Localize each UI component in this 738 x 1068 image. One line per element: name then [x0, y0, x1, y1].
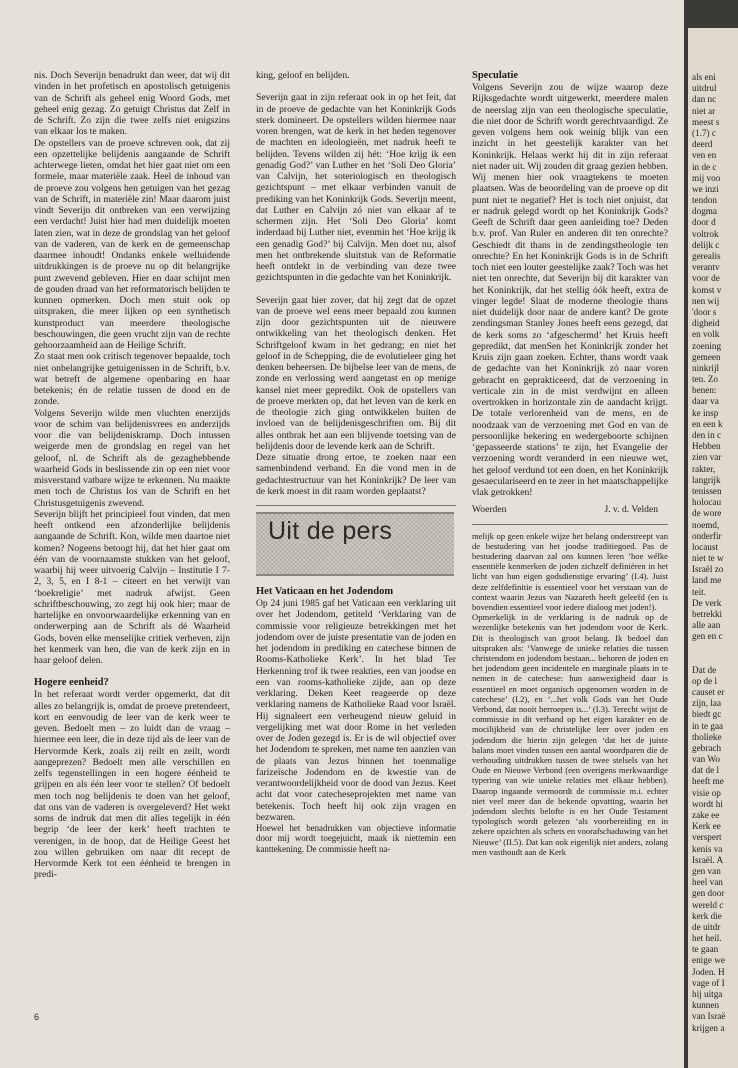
right-page-line: vage of I [692, 977, 725, 988]
right-page-line: van Israë [692, 1011, 726, 1022]
right-page-line: land me [692, 575, 722, 586]
right-page-line: van Wo [692, 754, 720, 765]
right-page-line: de uitdr [692, 921, 721, 932]
right-page-line: meest s [692, 116, 720, 127]
right-page-line: tendon [692, 195, 718, 206]
right-page-line: zijn, laa [692, 698, 722, 709]
right-page-line: niet te w [692, 553, 724, 564]
divider [472, 524, 668, 525]
right-page-line: dogma [692, 206, 718, 217]
right-page-line: heeft me [692, 776, 724, 787]
right-page-line: zoening [692, 340, 722, 351]
right-page-fragment [688, 28, 738, 1068]
right-page-line: delijk c [692, 239, 720, 250]
right-page-line: De verk [692, 597, 722, 608]
right-page-column [692, 72, 738, 1034]
paragraph: king, geloof en belijden. [256, 70, 350, 81]
paragraph: Deze situatie drong ertoe, te zoeken naar een samenbindend verband. En die vond men in de gedachtestructuur van het Koninkrijk? De leer van de kerk moest in dit raam worden geplaatst? [256, 452, 456, 497]
right-page-line: en volk [692, 329, 720, 340]
right-page-line: mij voo [692, 172, 721, 183]
right-page-line: gebrach [692, 742, 722, 753]
right-page-line: gerealis [692, 251, 721, 261]
right-page-line: deerd [692, 139, 713, 150]
paragraph: nis. Doch Severijn benadrukt dan weer, dat wij dit vinden in het profetisch en apostolisch getuigenis van de Schrift als geheel enig Woord Gods, met geheel enig gezag. Zo getuigt Christus dat Zelf in de Schrift. Zo zijn die twee zelfs niet enigszins van elkaar los te maken. [34, 70, 230, 138]
right-page-line: uitdrul [692, 83, 717, 94]
right-page-line: voltrok [692, 228, 719, 239]
paragraph: In het referaat wordt verder opgemerkt, dat dit alles zo belangrijk is, omdat de proeve pretendeert, kort en eenvoudig de leer van de kerk weer te geven. Bedoelt men – zo luidt dan de vraag – hiermee een leer, die in deze tijd als de leer van de Hervormde Kerk, zoals zij reilt en zeilt, wordt aangeprezen? Bedoelt men alle verschillen en zelfs tegenstellingen in een hogere éénheid te grijpen en als één leer voor te stellen? Of bedoelt men toch nog belijdenis te doen van het geloof, dat ons van de vaderen is overgeleverd? Het wekt soms de indruk dat men dit alles tegelijk in één begrip ‘de leer der kerk’ heeft trachten te verenigen, in de hoop, dat de Heilige Geest het zou willen gebruiken om naar dit recept de Hervormde Kerk tot een éénheid te brengen in predi- [34, 689, 230, 881]
right-page-line: ten. Zo [692, 374, 719, 385]
right-page-line: ke insp [692, 407, 719, 418]
right-page-line: dat de l [692, 765, 720, 776]
right-page-line: door d [692, 217, 716, 228]
right-page-line: de wore [692, 508, 722, 519]
right-page-line: we inzi [692, 183, 719, 194]
right-page-line: hij uitga [692, 989, 723, 999]
right-page-line: krijgen a [692, 1022, 725, 1033]
right-page-line: digheid [692, 318, 720, 329]
paragraph: Hoewel het benadrukken van objectieve informatie door mij wordt toegejuicht, maak ik niettemin een kanttekening. De commissie heeft na- [256, 823, 456, 854]
paragraph: Opmerkelijk in de verklaring is de nadruk op de wezenlijke betekenis van het jodendom voor de Kerk. Dit is theologisch van groot belang. Ik bedoel dan uitspraken als: ‘Vanwege de unieke relaties die tussen christendom en jodendom bestaan... behoren de joden en het jodendom geen incidentele en marginale plaats in te nemen in de catechese: hun aanwezigheid daar is essentieel en moet organisch opgenomen worden in de catechese’ (I.2), en ‘...het volk Gods van het Oude Verbond, dat nooit herroepen is...’ (I.3). Terecht wijst de commissie in dit verband op het eigen karakter en de mocilijkheid van de christelijke leer over joden en jodendom die hierin zijn gelegen ‘dat het de juiste balans moet vinden tussen een aantal woordparen die de verhouding uitdrukken tussen de twee stelsels van het Oude en Nieuwe Verbond (een overigens merkwaardige typering van wie unieke relaties met elkaar hebben). Daarop ingaande vermoordt de commissie m.i. echter niet veel meer dan de bekende opvatting, waarin het jodendom slechts belofte is en het Oude Testament typologisch wordt gelezen ‘als voorbereiding en in zekere opzichten als schets en voorafschaduwing van het Nieuwe’ (II.5). Dat kan ook eigenlijk niet anders, zolang men vasthoudt aan de Kerk [472, 612, 668, 857]
paragraph: Severijn gaat in zijn referaat ook in op het feit, dat in de proeve de gedachte van het Koninkrijk Gods sterk domineert. De opstellers wilden hiermee naar voren brengen, wat de kerk in het heden tegenover de machten en ideologieën, met nadruk heeft te belijden. Tevens wilden zij hét: ‘Hoe krijg ik een genadig God?’ van Luther en het ‘Soli Deo Gloria’ van Calvijn, het soteriologisch en theologisch gezichtspunt – met elkaar verbinden vanuit de prediking van het Koninkrijk Gods. Severijn meent, dat Luther en Calvijn zó niet van elkaar af te schermen zijn. Het ‘Soli Deo Gloria’ komt inderdaad bij Luther niet, evenmin het ‘Hoe krijg ik een genadig God?’ bij Calvijn. Men doet nu, alsof men het ontbrekende sluitstuk van de Reformatie heeft ontdekt in de verbinding van deze twee gezichtspunten in die gedachte van het Koninkrijk. [256, 92, 456, 284]
right-page-line: visie op [692, 787, 721, 798]
right-page-line: gen en c [692, 631, 723, 642]
right-page-line: noemd, [692, 519, 720, 530]
right-page-line: het heil. [692, 933, 722, 944]
right-page-line: niet ar [692, 105, 716, 116]
right-page-line: onderfir [692, 530, 722, 541]
right-page-line: holocau [692, 497, 722, 508]
right-page-line: alle aan [692, 620, 721, 631]
right-page-line: rakter, [692, 463, 716, 474]
paragraph: melijk op geen enkele wijze het belang onderstreept van de bestudering van het joodse traditiegoed. Pas de bestudering daarvan zal ons kunnen leren ‘hoe wélke essentiële kenmerken de joden zichzelf definiëren in het licht van hun eigen godsdienstige ervaring’ (I.4). Juist deze zelfdefinitie is essentieel voor het verstaan van de context waarin Jezus van Nazareth heeft geleefd (en is bovendien essentieel voor iedere dialoog met joden!). [472, 530, 668, 612]
paragraph: Op 24 juni 1985 gaf het Vaticaan een verklaring uit over het Jodendom, getiteld ‘Verklaring van de commissie voor religieuze betrekkingen met het jodendom over de juiste presentatie van de joden en het jodendom in prediking en catechese binnen de Rooms-Katholieke Kerk’. In het blad Ter Herkenning trof ik twee reakties, een van joodse en een van rooms-katholieke zijde, aan op deze verklaring. Deken Keet reageerde op deze verklaring namens de Katholieke Raad voor Israël. Hij signaleert een verheugend nieuw geluid in vergelijking met wat door Rome in het verleden over de Joden gezegd is. Er is de wil objectief over het Jodendom te spreken, met name ten aanzien van de plaats van Jezus binnen het toenmalige farizeïsche Jodendom en de kwestie van de verantwoordelijkheid voor de dood van Jezus. Keet acht dat voor catecheseprojekten met name van betekenis. Toch heeft hij ook zijn vragen en bezwaren. [256, 598, 456, 823]
right-page-line: causet er [692, 686, 725, 697]
right-page-line: gen van [692, 865, 721, 876]
signature [472, 504, 668, 515]
right-page-line: tenissen [692, 485, 722, 496]
right-page-line: Kerk ee [692, 821, 721, 832]
right-page-line: verantv [692, 262, 720, 273]
right-page-line: Joden. H [692, 966, 725, 977]
right-page-line: wereld c [692, 899, 724, 910]
right-page-line: Israël. A [692, 854, 724, 865]
right-page-line: verspert [692, 832, 722, 843]
right-page-line: zake ee [692, 810, 720, 820]
right-page-line: komst v [692, 284, 722, 295]
right-page-line: Hebben [692, 441, 721, 452]
right-page-line: kerk die [692, 910, 722, 921]
right-page-line: kunnen [692, 1000, 720, 1011]
right-page-line [692, 643, 738, 665]
signature-place: Woerden [472, 504, 507, 516]
article-title: Het Vaticaan en het Jodendom [256, 586, 394, 597]
right-page-line: te gaan [692, 944, 719, 955]
right-page-line: op de l [692, 675, 718, 686]
right-page-line: biedt gc [692, 709, 722, 720]
subheading-speculatie: Speculatie [472, 70, 519, 81]
right-page-line: langrijk [692, 474, 721, 485]
right-page-line: in te gaa [692, 720, 724, 731]
subheading-hogere-eenheid: Hogere eenheid? [34, 677, 109, 689]
right-page-line: betrekki [692, 609, 723, 619]
right-page-line: kenis va [692, 843, 723, 854]
right-page-line: tholieke [692, 731, 722, 742]
right-page-line: zien var [692, 452, 722, 463]
signature-author: J. v. d. Velden [604, 504, 658, 516]
right-page-line: in de c [692, 161, 717, 172]
paragraph: Volgens Severijn zou de wijze waarop deze Rijksgedachte wordt uitgewerkt, meerdere malen de neerslag zijn van een theologische speculatie, die niet door de Schrift wordt gerechtvaardigd. Ze geven volgens hem ook weinig blijk van een inzicht in het geestelijk karakter van het Koninkrijk. Helaas werkt hij dit in zijn referaat niet nader uit. Wij zouden dit graag gezien hebben. Wij menen hier ook vraagtekens te moeten plaatsen. Was de beoordeling van de proeve op dit punt niet te negatief? Het is toch niet onjuist, dat er nadruk gelegd wordt op het Koninkrijk Gods? Geeft de Schrift daar geen aanleiding toe? Deden b.v. prof. Van Ruler en anderen dit ten onrechte? Geschiedt dit thans in de zendingstheologie ten onrechte? En het Koninkrijk Gods is in de Schrift toch niet een louter geestelijke zaak? Toch was het niet ten onrechte, dat Severijn bij dit karakter van het Koninkrijk, dat het stellig óók heeft, extra de vinger legde! Slaat de moderne theologie thans niet duidelijk door naar de andere kant? De grote zendingsman Stanley Jones heeft eens gezegd, dat de kerk soms zo ‘afgeschermd’ het Kruis heeft gepredikt, dat menSen het Koninkrijk zonder het Kruis zijn gaan zoeken. Echter, thans wordt vaak de gedachte van het Koninkrijk zó naar voren gebracht en geprakticeerd, dat de verzoening in verticale zin in de mist verdwijnt en alleen overtrokken in horizontale zin de aandacht krijgt. De totale verlorenheid van de mens, en de noodzaak van de verzoening met God en van de persoonlijke bekering en wedergeboorte schijnen ‘gepasseerde stations’ te zijn, het Evangelie der verzoening wordt veranderd in een nieuwe wet, het geloof verdund tot een doen, en het Koninkrijk gesaeculariseerd en te zeer in het maatschappelijke vlak getrokken! [472, 82, 668, 498]
right-page-line: enige we [692, 955, 725, 966]
right-page-line: Dat de [692, 664, 717, 675]
page-number: 6 [34, 1012, 40, 1022]
right-page-line: (1.7) c [692, 127, 716, 138]
right-page-line: daar va [692, 396, 719, 407]
right-page-line: wordt hi [692, 798, 723, 809]
divider [256, 505, 456, 506]
right-page-line: 'door s [692, 306, 717, 317]
column-3 [472, 70, 668, 857]
right-page-line: locaust [692, 541, 719, 552]
paragraph: Zo staat men ook critisch tegenover bepaalde, toch niet onbelangrijke getuigenissen in de Schrift, b.v. wat betreft de algemene openbaring en haar betekenis; én de relatie tussen de dood en de zonde. [34, 351, 230, 408]
right-page-line: ven en [692, 150, 717, 161]
paragraph: Volgens Severijn wilde men vluchten enerzijds voor de schim van belijdenisvrees en anderzijds voor die van belijdeniskramp. Doch intussen weigerde men de grondslag en regel van het geloof, nl. de Schrift als de gezaghebbende waarheid Gods in beslissende zin op een niet voor misverstand vatbare wijze te erkennen. Nu maakte men toch de Christus los van de Schrift en het Christusgetuigenis zwevend. [34, 407, 230, 509]
section-title: Uit de pers [268, 517, 393, 545]
right-page-line: heel van [692, 877, 723, 888]
paragraph: Severijn gaat hier zover, dat hij zegt dat de opzet van de proeve wel eens meer bepaald zou kunnen zijn door gezichtspunten uit de nieuwere ontwikkeling van het theologisch denken. Het Schriftgeloof kwam in het gedrang; en niet het geloof in de Schepping, die de evolutieleer ging het denken beheersen. De bijbelse leer van de mens, de zonde en verlossing werd aangetast en op menige kansel niet meer gepredikt. Ook de opstellers van de proeve merkten op, dat het leven van de kerk en de theologie zich ging ontwikkelen buiten de invloed van de belijdenisgeschriften om. Bij dit alles ontbrak het aan een blijvende toetsing van de belijdenis door de levende kerk aan de Schrift. [256, 294, 456, 452]
right-page-line: gemeen [692, 351, 721, 362]
right-page-line: Israël zo [692, 564, 724, 575]
right-page-line: nen wij [692, 295, 720, 306]
right-page-line: als eni [692, 72, 716, 82]
paragraph: Severijn blijft het principieel fout vinden, dat men heeft ontkend een afzonderlijke belijdenis aangaande de Schrift. Kon, wilde men daartoe niet komen? Nogeens betoogt hij, dat het hier gaat om één van de voornaamste stukken van het geloof, waarbij hij weer uitvoerig Calvijn – Institutie I 7-2, 3, 5, en I 8-1 – citeert en het verwijt van ‘boekreligie’ met nadruk afwijst. Geen schriftbeschouwing, zo zegt hij ook hier; maar de hartelijke en onvoorwaardelijke erkenning van en onderwerping aan de Schrift als dé Waarheid Gods, boven elke menselijke critiek verheven, zijn het kenmerk van hen, die van de kerk zijn en in haar geloof delen. [34, 508, 230, 666]
right-page-line: voor de [692, 273, 720, 284]
right-page-line: dan nc [692, 94, 717, 105]
right-page-line: gen door [692, 888, 725, 899]
right-page-line: en een k [692, 418, 723, 429]
right-page-line: benen: [692, 385, 717, 396]
right-page-line: teit. [692, 586, 707, 597]
column-1 [34, 70, 230, 881]
section-banner [256, 512, 454, 576]
paragraph: De opstellers van de proeve schreven ook, dat zij een opzettelijke belijdenis aangaande de Schrift achterwege lieten, omdat het hier gaat niet om een formele, maar materiële zaak. Heel de inhoud van de proeve zou volgens hen getuigen van het gezag van de Schrift, in materiële zin! Maar daarom juist vindt Severijn dit ontbreken van een verwijzing een verdacht! Juist hier had men duidelijk moeten laten zien, wat in deze de grondslag van het geloof van de vaderen, van de kerk en de gemeenschap daarmee inhoudt! Ondanks enkele welluidende uitdrukkingen is de proeve nu op dit belangrijke punt zwevend gebleven. Hier en daar schijnt men de gouden draad van het reformatorisch belijden te kunnen opmerken. Doch men stuit ook op uitspraken, die meer lijken op een synthetisch kunstproduct van meerdere theologische beschouwingen, die geen vrucht zijn van de rechte gehoorzaamheid aan de Heilige Schrift. [34, 137, 230, 351]
column-2 [256, 70, 456, 854]
right-page-line: den in c [692, 430, 722, 440]
right-page-line: ninkrijl [692, 362, 720, 373]
